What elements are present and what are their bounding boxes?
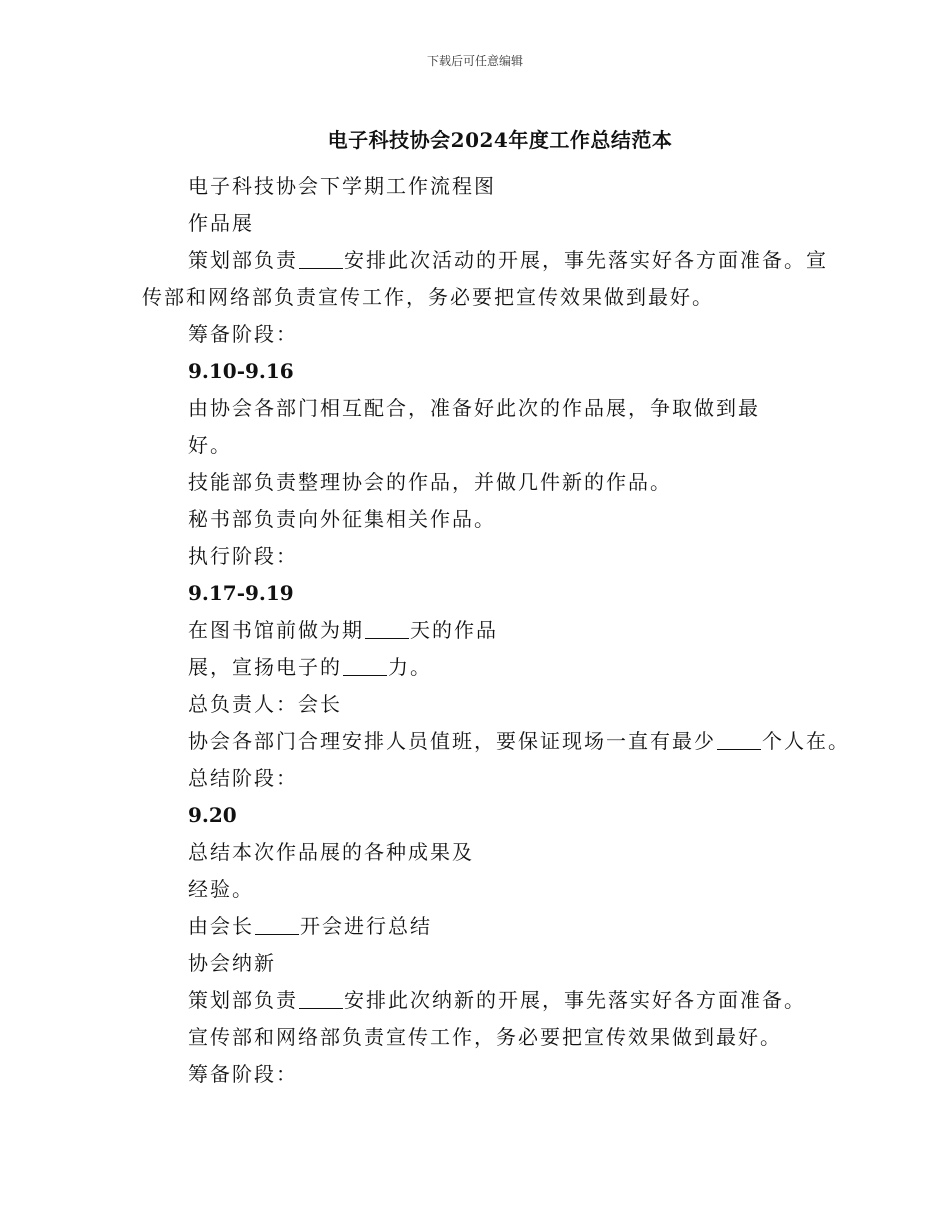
paragraph-line: 由会长 开会进行总结 bbox=[188, 914, 432, 938]
section-heading: 作品展 bbox=[188, 211, 254, 235]
paragraph-line: 由协会各部门相互配合，准备好此次的作品展，争取做到最 bbox=[188, 396, 760, 420]
paragraph-line: 策划部负责 安排此次活动的开展，事先落实好各方面准备。宣 bbox=[188, 248, 828, 272]
fill-in-blank bbox=[365, 618, 409, 639]
paragraph-line: 总结本次作品展的各种成果及 bbox=[188, 840, 474, 864]
section-heading: 协会纳新 bbox=[188, 951, 276, 975]
paragraph-line: 经验。 bbox=[188, 877, 254, 901]
paragraph-line: 展，宣扬电子的 力。 bbox=[188, 655, 432, 679]
document-body bbox=[142, 168, 850, 1093]
header-note: 下载后可任意编辑 bbox=[426, 54, 523, 68]
date-range: 9.20 bbox=[188, 803, 237, 827]
date-range: 9.10-9.16 bbox=[188, 359, 294, 383]
fill-in-blank bbox=[255, 914, 299, 935]
stage-heading: 执行阶段： bbox=[188, 544, 298, 568]
paragraph-line: 宣传部和网络部负责宣传工作，务必要把宣传效果做到最好。 bbox=[188, 1025, 782, 1049]
stage-heading: 筹备阶段： bbox=[188, 322, 298, 346]
fill-in-blank bbox=[717, 729, 761, 750]
fill-in-blank bbox=[343, 655, 387, 676]
paragraph-line: 技能部负责整理协会的作品，并做几件新的作品。 bbox=[188, 470, 672, 494]
date-range: 9.17-9.19 bbox=[188, 581, 294, 605]
paragraph-line: 秘书部负责向外征集相关作品。 bbox=[188, 507, 496, 531]
document-title: 电子科技协会2024年度工作总结范本 bbox=[327, 128, 673, 152]
stage-heading: 筹备阶段： bbox=[188, 1062, 298, 1086]
paragraph-line: 策划部负责 安排此次纳新的开展，事先落实好各方面准备。 bbox=[188, 988, 806, 1012]
stage-heading: 总结阶段： bbox=[188, 766, 298, 790]
fill-in-blank bbox=[299, 248, 343, 269]
paragraph-line: 电子科技协会下学期工作流程图 bbox=[188, 174, 496, 198]
paragraph-line: 总负责人：会长 bbox=[188, 692, 342, 716]
paragraph-line: 传部和网络部负责宣传工作，务必要把宣传效果做到最好。 bbox=[142, 285, 714, 309]
fill-in-blank bbox=[299, 988, 343, 1009]
paragraph-line: 在图书馆前做为期 天的作品 bbox=[188, 618, 498, 642]
paragraph-line: 协会各部门合理安排人员值班，要保证现场一直有最少 个人在。 bbox=[188, 729, 850, 753]
paragraph-line: 好。 bbox=[188, 433, 232, 457]
